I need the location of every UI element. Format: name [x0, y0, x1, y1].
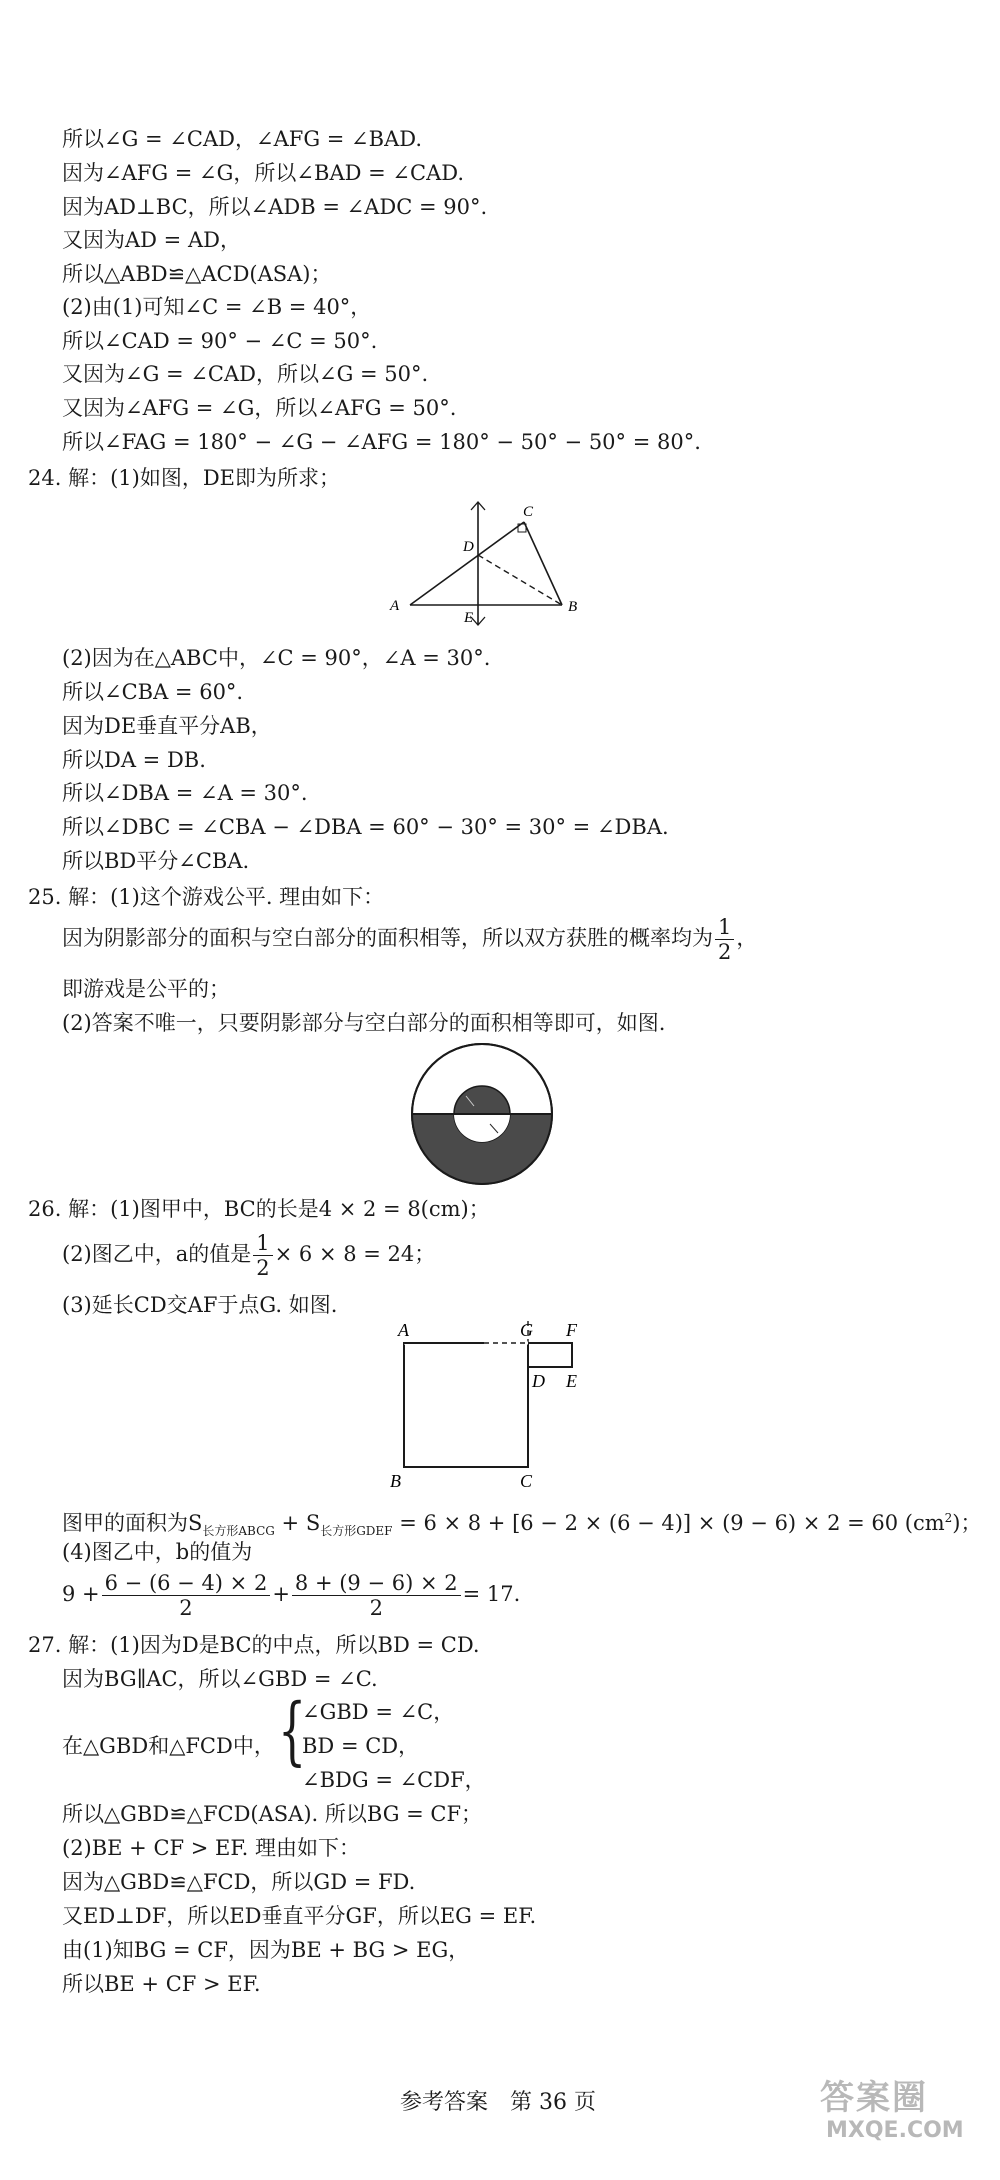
text-line: 所以DA = DB.	[62, 748, 206, 772]
text-line: 又因为∠G = ∠CAD，所以∠G = 50°.	[62, 362, 429, 386]
text-line: 在△GBD和△FCD中，	[62, 1734, 275, 1758]
fig26-label-C: C	[520, 1471, 533, 1491]
text-line: 所以△GBD≌△FCD(ASA). 所以BG = CF；	[62, 1802, 483, 1826]
fig26-label-F: F	[566, 1320, 577, 1340]
condition-line: ∠GBD = ∠C，	[302, 1700, 455, 1724]
text-line: 所以∠CAD = 90° − ∠C = 50°.	[62, 329, 378, 353]
text-line: 因为BG∥AC，所以∠GBD = ∠C.	[62, 1667, 378, 1691]
condition-line: BD = CD，	[302, 1734, 420, 1758]
text-segment: = 17.	[462, 1582, 521, 1606]
fraction-numerator: 6 − (6 − 4) × 2	[102, 1571, 271, 1596]
figure-26-rectangles	[380, 1315, 600, 1495]
text-segment: (2)图乙中，a的值是	[62, 1242, 252, 1266]
fig26-label-A: A	[398, 1320, 409, 1340]
text-line: 又因为∠AFG = ∠G，所以∠AFG = 50°.	[62, 396, 457, 420]
text-segment: + S	[274, 1511, 321, 1535]
text-line-with-fraction	[62, 1226, 435, 1282]
fraction-denominator: 2	[369, 1596, 383, 1620]
fraction-numerator: 1	[253, 1231, 272, 1256]
fig24-label-D: D	[463, 539, 474, 555]
fraction	[292, 1571, 461, 1620]
text-line: 所以∠G = ∠CAD，∠AFG = ∠BAD.	[62, 127, 422, 151]
text-line: 因为∠AFG = ∠G，所以∠BAD = ∠CAD.	[62, 161, 464, 185]
fraction	[102, 1571, 271, 1620]
text-segment: ，	[736, 926, 758, 950]
text-segment: 因为阴影部分的面积与空白部分的面积相等，所以双方获胜的概率均为	[62, 926, 713, 950]
text-line-with-fraction	[62, 910, 757, 966]
brace-symbol: {	[278, 1688, 307, 1774]
text-line: 所以∠DBC = ∠CBA − ∠DBA = 60° − 30° = 30° = ∠DBA.	[62, 815, 669, 839]
fig26-label-G: G	[520, 1320, 533, 1340]
text-line: (4)图乙中，b的值为	[62, 1540, 253, 1564]
fraction-denominator: 2	[256, 1256, 270, 1280]
text-line: 所以∠CBA = 60°.	[62, 680, 244, 704]
fig26-label-B: B	[390, 1471, 401, 1491]
text-line: 因为AD⊥BC，所以∠ADB = ∠ADC = 90°.	[62, 195, 488, 219]
fraction-one-half	[715, 915, 734, 964]
text-line: 即游戏是公平的；	[62, 977, 230, 1001]
fig26-label-D: D	[532, 1371, 545, 1391]
question-25-heading: 25. 解：(1)这个游戏公平. 理由如下：	[28, 885, 385, 909]
text-line: 所以∠DBA = ∠A = 30°.	[62, 781, 308, 805]
text-line: 因为△GBD≌△FCD，所以GD = FD.	[62, 1870, 416, 1894]
question-26-heading: 26. 解：(1)图甲中，BC的长是4 × 2 = 8(cm)；	[28, 1197, 490, 1221]
fig24-label-C: C	[523, 504, 534, 520]
condition-line: ∠BDG = ∠CDF，	[302, 1768, 486, 1792]
text-line: 由(1)知BG = CF，因为BE + BG > EG，	[62, 1938, 470, 1962]
text-line: 所以△ABD≌△ACD(ASA)；	[62, 262, 332, 286]
text-line: 又因为AD = AD，	[62, 228, 241, 252]
text-line: (2)因为在△ABC中，∠C = 90°，∠A = 30°.	[62, 646, 491, 670]
text-line: 所以∠FAG = 180° − ∠G − ∠AFG = 180° − 50° − 50° = 80°.	[62, 430, 701, 454]
text-segment: )；	[952, 1511, 982, 1535]
text-line: (2)由(1)可知∠C = ∠B = 40°，	[62, 295, 372, 319]
fraction-numerator: 8 + (9 − 6) × 2	[292, 1571, 461, 1596]
text-segment: 9 +	[62, 1582, 100, 1606]
text-segment: × 6 × 8 = 24；	[274, 1242, 436, 1266]
text-line: (2)答案不唯一，只要阴影部分与空白部分的面积相等即可，如图.	[62, 1011, 666, 1035]
text-line: (3)延长CD交AF于点G. 如图.	[62, 1293, 338, 1317]
text-segment: +	[272, 1582, 290, 1606]
watermark-logo: 答案圈	[820, 2078, 928, 2118]
subscript: 长方形ABCG	[202, 1524, 275, 1539]
question-27-heading: 27. 解：(1)因为D是BC的中点，所以BD = CD.	[28, 1633, 480, 1657]
text-line: 所以BE + CF > EF.	[62, 1972, 261, 1996]
figure-25-ring	[410, 1040, 554, 1188]
text-segment: = 6 × 8 + [6 − 2 × (6 − 4)] × (9 − 6) × 2 = 60 (cm	[392, 1511, 945, 1535]
fraction-numerator: 1	[715, 915, 734, 940]
fig26-label-E: E	[566, 1371, 577, 1391]
fig24-label-B: B	[568, 599, 578, 615]
text-line: (2)BE + CF > EF. 理由如下：	[62, 1836, 361, 1860]
text-line-with-fractions	[62, 1566, 520, 1622]
figure-24-triangle	[380, 500, 600, 630]
superscript: 2	[944, 1511, 953, 1525]
question-24-heading: 24. 解：(1)如图，DE即为所求；	[28, 466, 340, 490]
fig24-label-A: A	[390, 598, 400, 614]
fraction-denominator: 2	[179, 1596, 193, 1620]
fig24-label-E: E	[464, 610, 474, 626]
page-footer: 参考答案 第 36 页	[400, 2090, 596, 2115]
text-line: 所以BD平分∠CBA.	[62, 849, 250, 873]
watermark-url: MXQE.COM	[826, 2118, 964, 2143]
text-line: 又ED⊥DF，所以ED垂直平分GF，所以EG = EF.	[62, 1904, 537, 1928]
fraction-one-half	[253, 1231, 272, 1280]
subscript: 长方形GDEF	[320, 1524, 393, 1539]
text-line: 因为DE垂直平分AB，	[62, 714, 272, 738]
text-segment: 图甲的面积为S	[62, 1511, 203, 1535]
fraction-denominator: 2	[718, 940, 732, 964]
